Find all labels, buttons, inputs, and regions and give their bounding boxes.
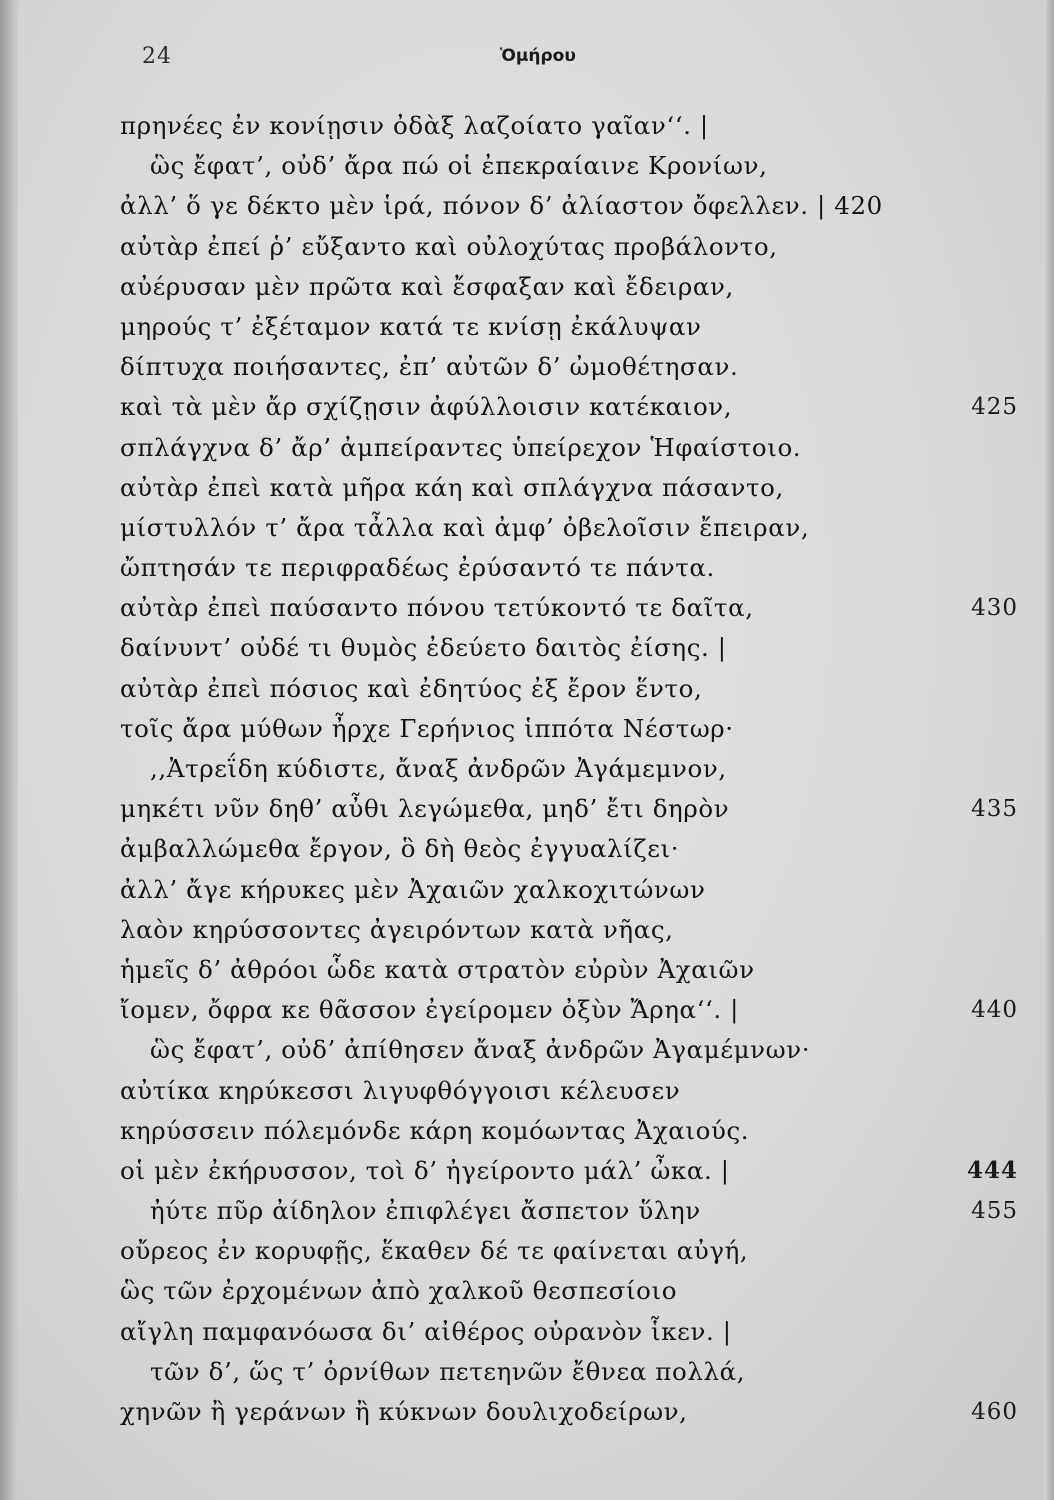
- running-head: [0, 44, 1054, 74]
- verse-text: μίστυλλόν τ’ ἄρα τἆλλα καὶ ἀμφ’ ὀβελοῖσιν ἔπειραν,: [120, 512, 810, 542]
- verse-line: [0, 267, 1054, 307]
- verse-line: [0, 1071, 1054, 1111]
- verse-text: ὣς ἔφατ’, οὐδ’ ἄρα πώ οἱ ἐπεκραίαινε Κρονίων,: [150, 151, 768, 181]
- verse-text: ὣς τῶν ἐρχομένων ἀπὸ χαλκοῦ θεσπεσίοιο: [120, 1276, 678, 1306]
- verse-line: [0, 1030, 1054, 1070]
- verse-text: αἴγλη παμφανόωσα δι’ αἰθέρος οὐρανὸν ἷκεν. |: [120, 1316, 732, 1346]
- verse-line: [0, 1111, 1054, 1151]
- verse-line: [0, 307, 1054, 347]
- verse-line: [0, 387, 1054, 427]
- verse-text: οἱ μὲν ἐκήρυσσον, τοὶ δ’ ἠγείροντο μάλ’ ὦκα. |: [120, 1155, 730, 1185]
- verse-line: [0, 1271, 1054, 1311]
- verse-line: [0, 1312, 1054, 1352]
- verse-line: [0, 508, 1054, 548]
- verse-line: [0, 950, 1054, 990]
- verse-text: κηρύσσειν πόλεμόνδε κάρη κομόωντας Ἀχαιούς.: [120, 1115, 750, 1145]
- verse-line: [0, 106, 1054, 146]
- verse-text: ὣς ἔφατ’, οὐδ’ ἀπίθησεν ἄναξ ἀνδρῶν Ἀγαμέμνων·: [150, 1035, 811, 1065]
- author-title: Ὁμήρου: [500, 46, 576, 66]
- line-number: 460: [971, 1399, 1018, 1425]
- verse-text: αὐτὰρ ἐπεὶ πόσιος καὶ ἐδητύος ἐξ ἔρον ἕντο,: [120, 673, 703, 703]
- line-number: 430: [971, 595, 1018, 622]
- verse-line: [0, 1231, 1054, 1271]
- verse-text: ,,Ἀτρεΐδη κύδιστε, ἄναξ ἀνδρῶν Ἀγάμεμνον,: [150, 754, 727, 783]
- verse-line: [0, 347, 1054, 387]
- verse-line: [0, 428, 1054, 468]
- verse-line: [0, 669, 1054, 709]
- verse-text: ἀλλ’ ἄγε κήρυκες μὲν Ἀχαιῶν χαλκοχιτώνων: [120, 874, 706, 904]
- verse-line: [0, 829, 1054, 869]
- verse-text: αὐτὰρ ἐπεὶ παύσαντο πόνου τετύκοντό τε δαῖτα,: [120, 593, 754, 623]
- page-number: 24: [142, 44, 172, 69]
- verse-text: αὐέρυσαν μὲν πρῶτα καὶ ἔσφαξαν καὶ ἔδειραν,: [120, 271, 734, 301]
- verse-text: ἠύτε πῦρ ἀίδηλον ἐπιφλέγει ἄσπετον ὕλην: [150, 1196, 701, 1226]
- verse-text: σπλάγχνα δ’ ἄρ’ ἀμπείραντες ὑπείρεχον Ἡφαίστοιο.: [120, 432, 802, 462]
- verse-text: δαίνυντ’ οὐδέ τι θυμὸς ἐδεύετο δαιτὸς ἐίσης. |: [120, 633, 727, 663]
- line-number: 440: [971, 997, 1018, 1024]
- verse-line: [0, 588, 1054, 628]
- verse-text: μηρούς τ’ ἐξέταμον κατά τε κνίσῃ ἐκάλυψαν: [120, 311, 702, 341]
- verse-text: ἀμβαλλώμεθα ἔργον, ὃ δὴ θεὸς ἐγγυαλίζει·: [120, 834, 680, 864]
- verse-text: καὶ τὰ μὲν ἄρ σχίζῃσιν ἀφύλλοισιν κατέκαιον,: [120, 392, 733, 422]
- verse-text: αὐτὰρ ἐπεί ῥ’ εὔξαντο καὶ οὐλοχύτας προβάλοντο,: [120, 231, 778, 261]
- verse-text: ἀλλ’ ὅ γε δέκτο μὲν ἱρά, πόνον δ’ ἀλίαστον ὄφελλεν. | 420: [120, 191, 883, 221]
- verse-text: τῶν δ’, ὥς τ’ ὀρνίθων πετεηνῶν ἔθνεα πολλά,: [150, 1356, 746, 1386]
- line-number: 425: [971, 394, 1018, 421]
- verse-text: ἡμεῖς δ’ ἀθρόοι ὧδε κατὰ στρατὸν εὐρὺν Ἀχαιῶν: [120, 954, 755, 984]
- line-number: 455: [971, 1198, 1018, 1225]
- verse-line: [0, 1151, 1054, 1191]
- verse-line: [0, 146, 1054, 186]
- line-number: 444: [966, 1156, 1018, 1184]
- verse-text: λαὸν κηρύσσοντες ἀγειρόντων κατὰ νῆας,: [120, 914, 674, 944]
- verse-text: μηκέτι νῦν δηθ’ αὖθι λεγώμεθα, μηδ’ ἔτι δηρὸν: [120, 794, 730, 824]
- verse-line: [0, 1191, 1054, 1231]
- verse-text: αὐτίκα κηρύκεσσι λιγυφθόγγοισι κέλευσεν: [120, 1075, 681, 1105]
- verse-text: τοῖς ἄρα μύθων ἦρχε Γερήνιος ἱππότα Νέστωρ·: [120, 713, 734, 743]
- verse-line: [0, 870, 1054, 910]
- verse-text: οὔρεος ἐν κορυφῇς, ἕκαθεν δέ τε φαίνεται αὐγή,: [120, 1236, 749, 1266]
- verse-text: χηνῶν ἢ γεράνων ἢ κύκνων δουλιχοδείρων,: [120, 1397, 688, 1426]
- verse-text: αὐτὰρ ἐπεὶ κατὰ μῆρα κάη καὶ σπλάγχνα πάσαντο,: [120, 472, 784, 502]
- verse-line: [0, 227, 1054, 267]
- verse-line: [0, 186, 1054, 226]
- verse-text: πρηνέες ἐν κονίῃσιν ὀδὰξ λαζοίατο γαῖαν‘‘. |: [120, 111, 709, 140]
- verse-line: [0, 1392, 1054, 1432]
- verse-line: [0, 749, 1054, 789]
- verse-line: [0, 990, 1054, 1030]
- verse-line: [0, 468, 1054, 508]
- verse-text-block: [0, 106, 1054, 1432]
- verse-line: [0, 1352, 1054, 1392]
- verse-line: [0, 709, 1054, 749]
- verse-line: [0, 548, 1054, 588]
- verse-line: [0, 789, 1054, 829]
- verse-line: [0, 910, 1054, 950]
- line-number: 435: [971, 796, 1018, 823]
- verse-text: ὤπτησάν τε περιφραδέως ἐρύσαντό τε πάντα.: [120, 553, 715, 583]
- verse-line: [0, 628, 1054, 668]
- verse-text: δίπτυχα ποιήσαντες, ἐπ’ αὐτῶν δ’ ὠμοθέτησαν.: [120, 352, 739, 382]
- verse-text: ἴομεν, ὄφρα κε θᾶσσον ἐγείρομεν ὀξὺν Ἄρηα‘‘. |: [120, 995, 740, 1025]
